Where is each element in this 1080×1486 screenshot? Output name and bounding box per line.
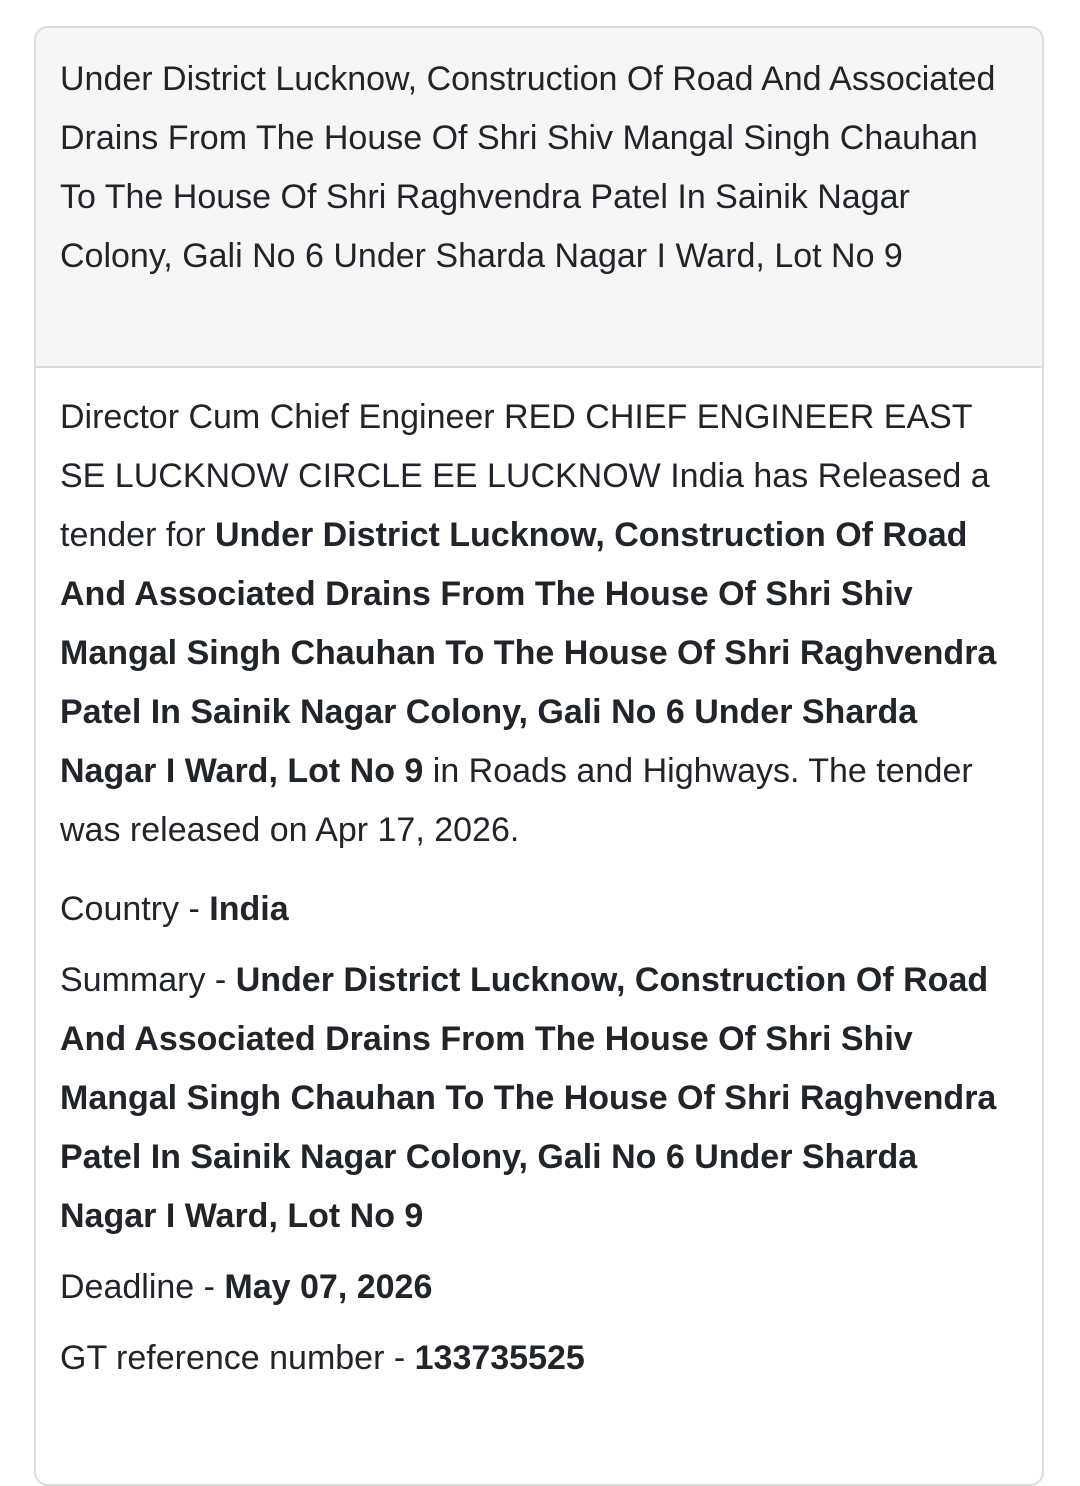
gt-reference-value: 133735525 xyxy=(414,1339,585,1377)
description-tender-title: Under District Lucknow, Construction Of Road And Associated Drains From The House Of Shri Shiv Mangal Singh Chauhan To The House Of Shri Raghvendra Patel In Sainik Nagar Colony, Gali No 6 Under Sharda Nagar I Ward, Lot No 9 xyxy=(60,516,997,790)
tender-card xyxy=(34,26,1044,1486)
summary-field xyxy=(60,951,1018,1246)
gt-reference-label: GT reference number - xyxy=(60,1339,415,1377)
summary-label: Summary - xyxy=(60,961,236,999)
deadline-value: May 07, 2026 xyxy=(224,1268,433,1306)
organization-name: Director Cum Chief Engineer RED CHIEF ENGINEER EAST SE LUCKNOW CIRCLE EE LUCKNOW xyxy=(60,398,972,495)
country-field xyxy=(60,880,1018,939)
tender-description xyxy=(60,388,1018,860)
deadline-field xyxy=(60,1258,1018,1317)
description-text-1: India has Released a tender for xyxy=(60,457,990,554)
country-label: Country - xyxy=(60,890,210,928)
summary-value: Under District Lucknow, Construction Of Road And Associated Drains From The House Of Shri Shiv Mangal Singh Chauhan To The House Of Shri Raghvendra Patel In Sainik Nagar Colony, Gali No 6 Under Sharda Nagar I Ward, Lot No 9 xyxy=(60,961,997,1235)
description-text-2: in Roads and Highways. The tender was released on xyxy=(60,752,973,849)
release-date: Apr 17, 2026. xyxy=(315,811,520,849)
deadline-label: Deadline - xyxy=(60,1268,225,1306)
tender-title: Under District Lucknow, Construction Of Road And Associated Drains From The House Of Shri Shiv Mangal Singh Chauhan To The House Of Shri Raghvendra Patel In Sainik Nagar Colony, Gali No 6 Under Sharda Nagar I Ward, Lot No 9 xyxy=(60,60,996,275)
tender-title-header xyxy=(36,28,1042,368)
gt-reference-field xyxy=(60,1329,1018,1388)
country-value: India xyxy=(209,890,289,928)
tender-details xyxy=(36,368,1042,1388)
